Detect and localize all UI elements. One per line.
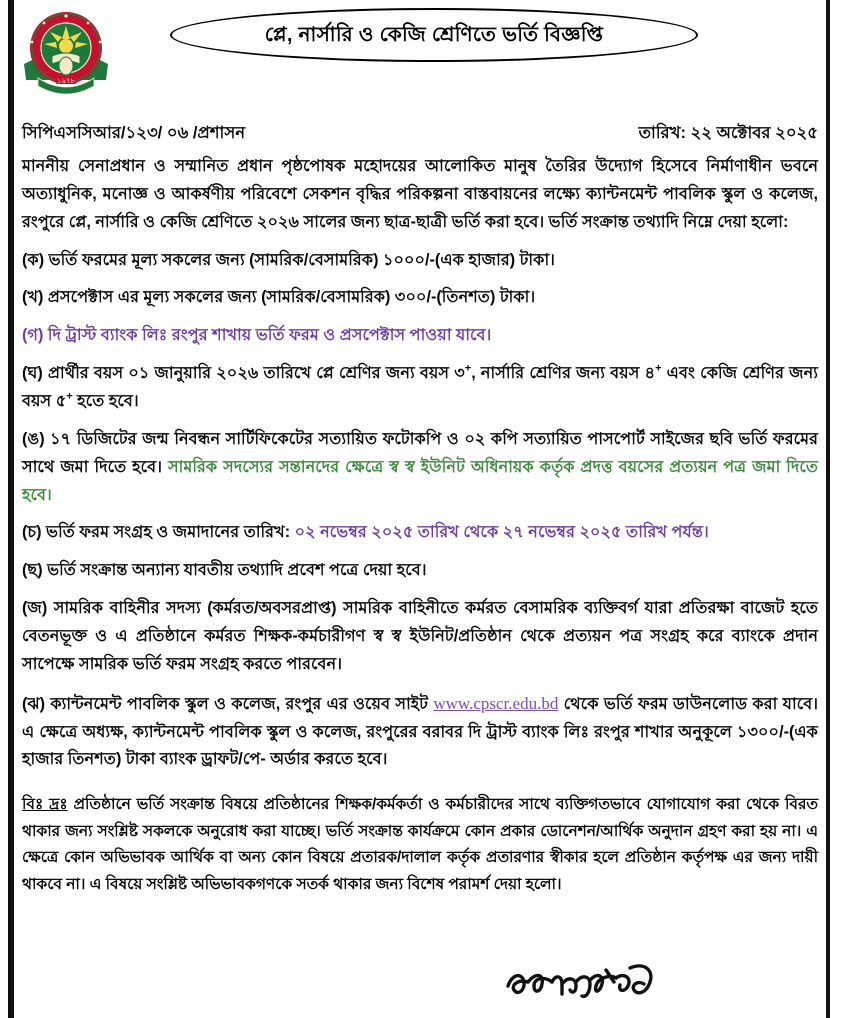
item-uo-green-text: সামরিক সদস্যের সন্তানদের ক্ষেত্রে স্ব স্ব ইউনিট অধিনায়ক কর্তৃক প্রদত্ত বয়সের প্রত্যয়ন পত্র জমা দিতে হবে।	[22, 457, 819, 504]
item-gha-text-4: হতে হবে।	[72, 392, 139, 411]
notice-date: তারিখ: ২২ অক্টোবর ২০২৫	[638, 124, 818, 142]
item-jha	[22, 689, 818, 775]
item-cha	[22, 519, 818, 547]
item-gha-sup-2: +	[655, 362, 662, 375]
item-ka: (ক) ভর্তি ফরমের মূল্য সকলের জন্য (সামরিক/বেসামরিক) ১০০০/-(এক হাজার) টাকা।	[22, 250, 555, 269]
footnote-text-1: প্রতিষ্ঠানে ভর্তি সংক্রান্ত বিষয়ে প্রতিষ্ঠানের শিক্ষক/কর্মকর্তা ও কর্মচারীদের সাথে ব্যক্তিগতভাবে যোগাযোগ করা থেকে বিরত থাকার জন্য সংশ্লিষ্ট সকলকে অনুরোধ করা যাচ্ছে। ভর্তি সংক্রান্ত কার্যক্রমে কোন প্রকার ডোনেশন/আর্থিক অনুদান গ্রহণ করা হয় না। এ ক্ষেত্রে কোন অভিভাবক আর্থিক বা অন্য কোন বিষয়ে	[22, 796, 818, 867]
item-gha-text-2: , নার্সারি শ্রেণির জন্য বয়স ৪	[471, 364, 656, 383]
school-website-link[interactable]: www.cpscr.edu.bd	[433, 693, 559, 713]
item-gha-sup-3: +	[66, 390, 73, 403]
reference-number: সিপিএসসিআর/১২৩/ ০৬ /প্রশাসন	[22, 124, 246, 142]
item-uo-text: (ঙ) ১৭ ডিজিটের জন্ম নিবন্ধন সার্টিফিকেটের সত্যায়িত ফটোকপি ও ০২ কপি সত্যায়িত পাসপোর্ট সাইজের ছবি ভর্তি ফরমের সাথে জমা দিতে হবে।	[22, 429, 818, 476]
item-gha-sup-1: +	[464, 362, 472, 375]
item-jha-text-1: (ঝ) ক্যান্টনমেন্ট পাবলিক স্কুল ও কলেজ, রংপুর এর ওয়েব সাইট	[22, 694, 434, 713]
item-kha: (খ) প্রসপেক্টাস এর মূল্য সকলের জন্য (সামরিক/বেসামরিক) ৩০০/-(তিনশত) টাকা।	[22, 288, 536, 307]
item-cha-date-range: ০২ নভেম্বর ২০২৫ তারিখ থেকে ২৭ নভেম্বর ২০২৫ তারিখ পর্যন্ত।	[294, 523, 709, 542]
item-gha-text-3: এবং কেজি শ্রেণির জন্য বয়স ৫	[22, 364, 818, 411]
footnote-label: বিঃ দ্রঃ	[22, 796, 68, 814]
item-jha-text-2: থেকে ভর্তি ফরম ডাউনলোড করা যাবে। এ ক্ষেত্রে অধ্যক্ষ, ক্যান্টনমেন্ট পাবলিক স্কুল ও কলেজ, রংপুরের বরাবর দি ট্রাস্ট ব্যাংক লিঃ রংপুর শাখার অনুকূলে ১৩০০/-(এক হাজার তিনশত) টাকা ব্যাংক ড্রাফট/পে- অর্ডার করতে হবে।	[22, 694, 818, 769]
item-ga: (গ) দি ট্রাস্ট ব্যাংক লিঃ রংপুর শাখায় ভর্তি ফরম ও প্রসপেক্টাস পাওয়া যাবে।	[22, 326, 492, 345]
handwritten-signature-icon	[498, 952, 698, 1012]
scan-border-right	[826, 0, 830, 1018]
footnote-text-2: কর্তৃক প্রতারণার স্বীকার হলে প্রতিষ্ঠান কর্তৃপক্ষ এর জন্য দায়ী থাকবে না। এ বিষয়ে সংশ্লিষ্ট অভিভাবকগণকে সতর্ক থাকার জন্য বিশেষ পরামর্শ দেয়া হলো।	[22, 849, 818, 893]
signature-block	[498, 952, 758, 1018]
item-chha: (ছ) ভর্তি সংক্রান্ত অন্যান্য যাবতীয় তথ্যাদি প্রবেশ পত্রে দেয়া হবে।	[22, 561, 427, 580]
item-cha-text: (চ) ভর্তি ফরম সংগ্রহ ও জমাদানের তারিখ:	[22, 523, 295, 542]
intro-paragraph: মাননীয় সেনাপ্রধান ও সম্মানিত প্রধান পৃষ্ঠপোষক মহোদয়ের আলোকিত মানুষ তৈরির উদ্যোগ হিসেবে নির্মাণাধীন ভবনে অত্যাধুনিক, মনোজ্ঞ ও আকর্ষণীয় পরিবেশে সেকশন বৃদ্ধির পরিকল্পনা বাস্তবায়নের লক্ষ্যে ক্যান্টনমেন্ট পাবলিক স্কুল ও কলেজ, রংপুরে প্লে, নার্সারি ও কেজি শ্রেণিতে ২০২৬ সালের জন্য ছাত্র-ছাত্রী ভর্তি করা হবে। ভর্তি সংক্রান্ত তথ্যাদি নিম্নে দেয়া হলো:	[22, 157, 818, 231]
reference-date-row	[22, 120, 818, 147]
notice-title-ellipse	[170, 8, 698, 62]
item-uo	[22, 426, 818, 510]
page-margin-right	[849, 0, 854, 1018]
notice-footnote	[22, 792, 818, 898]
item-ja: (জ) সামরিক বাহিনীর সদস্য (কর্মরত/অবসরপ্রাপ্ত) সামরিক বাহিনীতে কর্মরত বেসামরিক ব্যক্তিবর্গ যারা প্রতিরক্ষা বাজেট হতে বেতনভূক্ত ও এ প্রতিষ্ঠানে কর্মরত শিক্ষক-কর্মচারীগণ স্ব স্ব ইউনিট/প্রতিষ্ঠান থেকে প্রত্যয়ন পত্র সংগ্রহ করে ব্যাংকে প্রদান সাপেক্ষে সামরিক ভর্তি ফরম সংগ্রহ করতে পারবেন।	[22, 599, 818, 673]
item-gha-text-1: (ঘ) প্রার্থীর বয়স ০১ জানুয়ারি ২০২৬ তারিখে প্লে শ্রেণির জন্য বয়স ৩	[22, 364, 465, 383]
school-crest-logo	[20, 6, 112, 98]
notice-content	[14, 0, 826, 1018]
page-title: প্লে, নার্সারি ও কেজি শ্রেণিতে ভর্তি বিজ্ঞপ্তি	[264, 24, 604, 46]
notice-header	[14, 0, 826, 102]
item-gha	[22, 360, 818, 416]
notice-body	[22, 153, 818, 774]
svg-text:১৯৭৮: ১৯৭৮	[56, 78, 76, 85]
footnote-highlight: প্রতারক/দালাল	[350, 849, 442, 867]
